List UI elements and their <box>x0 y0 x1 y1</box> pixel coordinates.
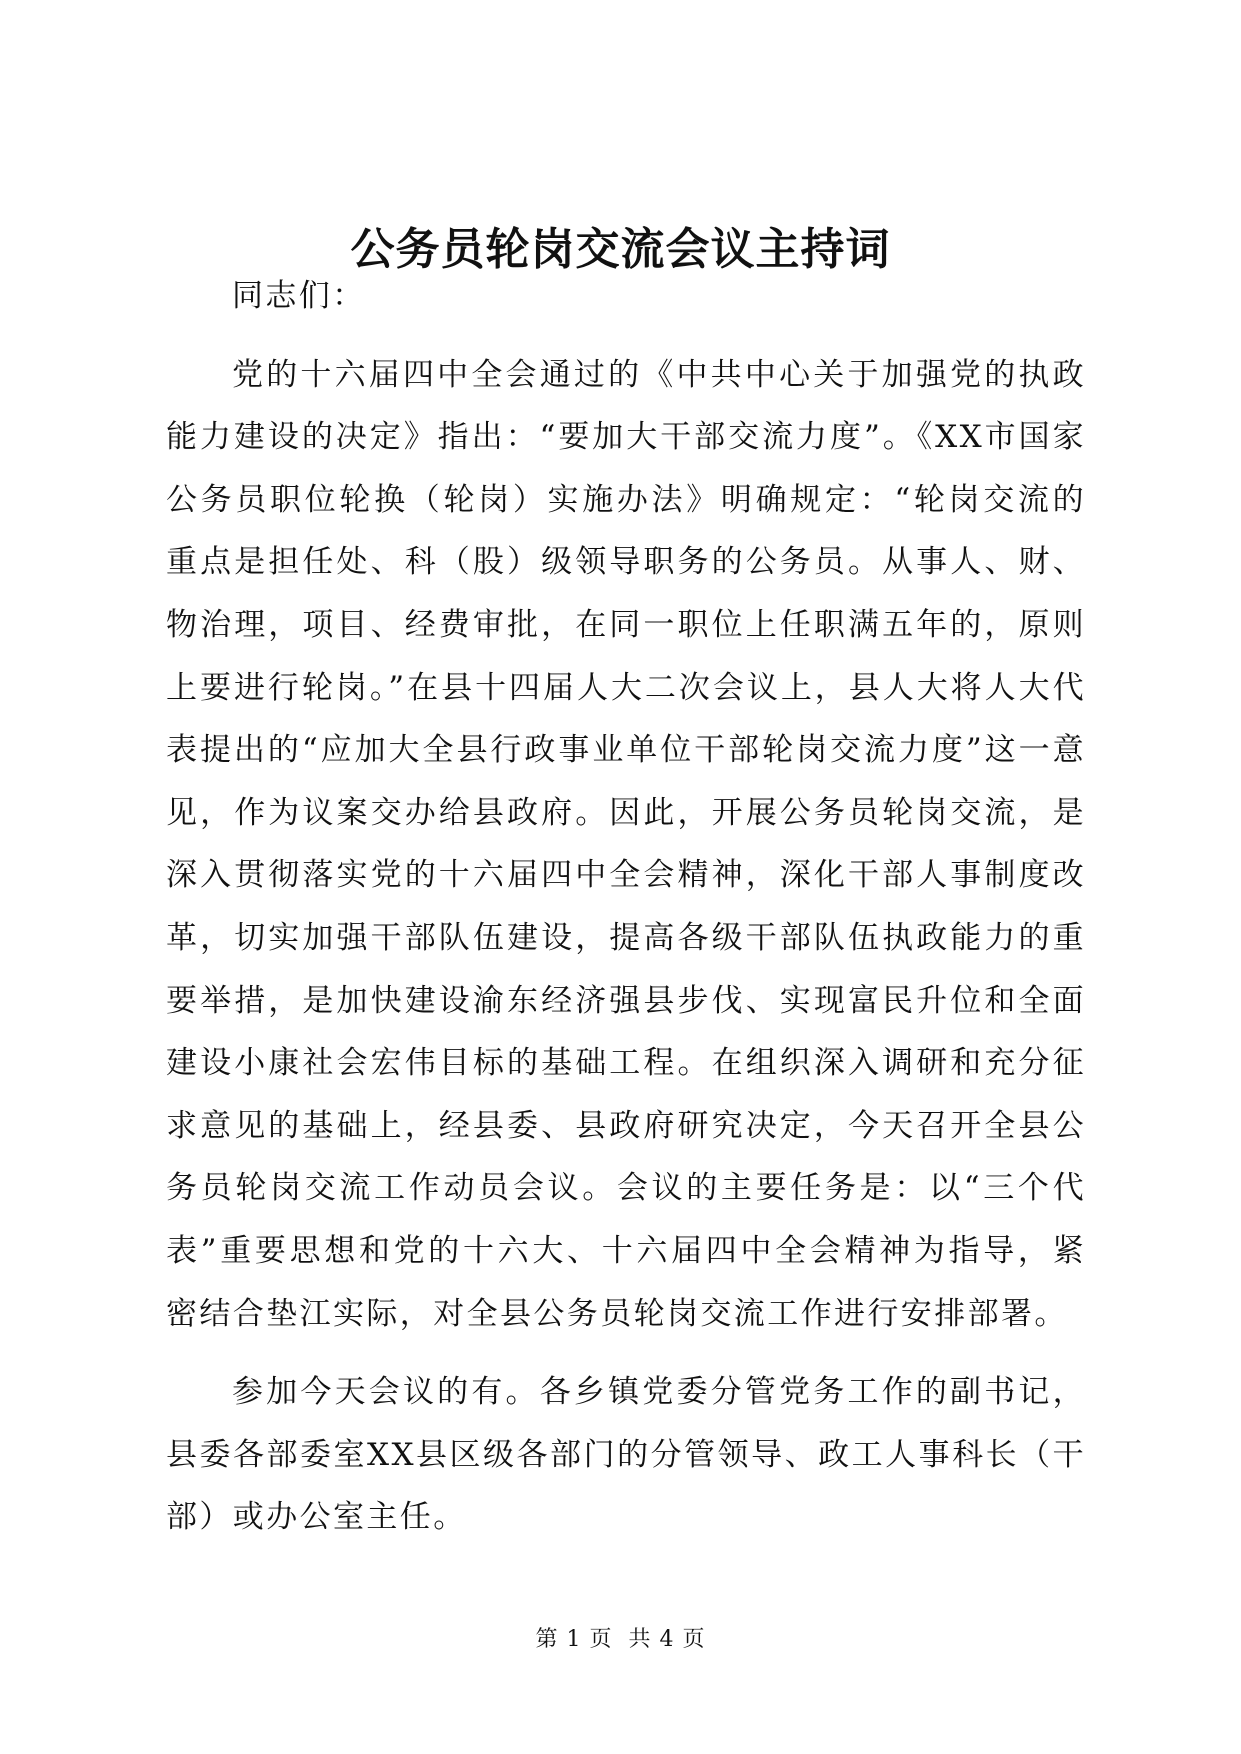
paragraph-1: 党的十六届四中全会通过的《中共中心关于加强党的执政能力建设的决定》指出：“要加大干部交流力度”。《XX市国家公务员职位轮换（轮岗）实施办法》明确规定：“轮岗交流的重点是担任处、科（股）级领导职务的公务员。从事人、财、物治理，项目、经费审批，在同一职位上任职满五年的，原则上要进行轮岗。”在县十四届人大二次会议上，县人大将人大代表提出的“应加大全县行政事业单位干部轮岗交流力度”这一意见，作为议案交办给县政府。因此，开展公务员轮岗交流，是深入贯彻落实党的十六届四中全会精神，深化干部人事制度改革，切实加强干部队伍建设，提高各级干部队伍执政能力的重要举措，是加快建设渝东经济强县步伐、实现富民升位和全面建设小康社会宏伟目标的基础工程。在组织深入调研和充分征求意见的基础上，经县委、县政府研究决定，今天召开全县公务员轮岗交流工作动员会议。会议的主要任务是：以“三个代表”重要思想和党的十六大、十六届四中全会精神为指导，紧密结合垫江实际，对全县公务员轮岗交流工作进行安排部署。 <box>166 356 1086 1332</box>
paragraph-2: 参加今天会议的有。各乡镇党委分管党务工作的副书记，县委各部委室XX县区级各部门的分管领导、政工人事科长（干部）或办公室主任。 <box>166 1374 1086 1536</box>
page-number: 第 1 页 共 4 页 <box>535 1627 706 1652</box>
greeting: 同志们： <box>232 278 366 314</box>
document-body <box>166 265 1086 1549</box>
document-title: 公务员轮岗交流会议主持词 <box>350 224 891 275</box>
page-footer <box>0 1626 1241 1654</box>
